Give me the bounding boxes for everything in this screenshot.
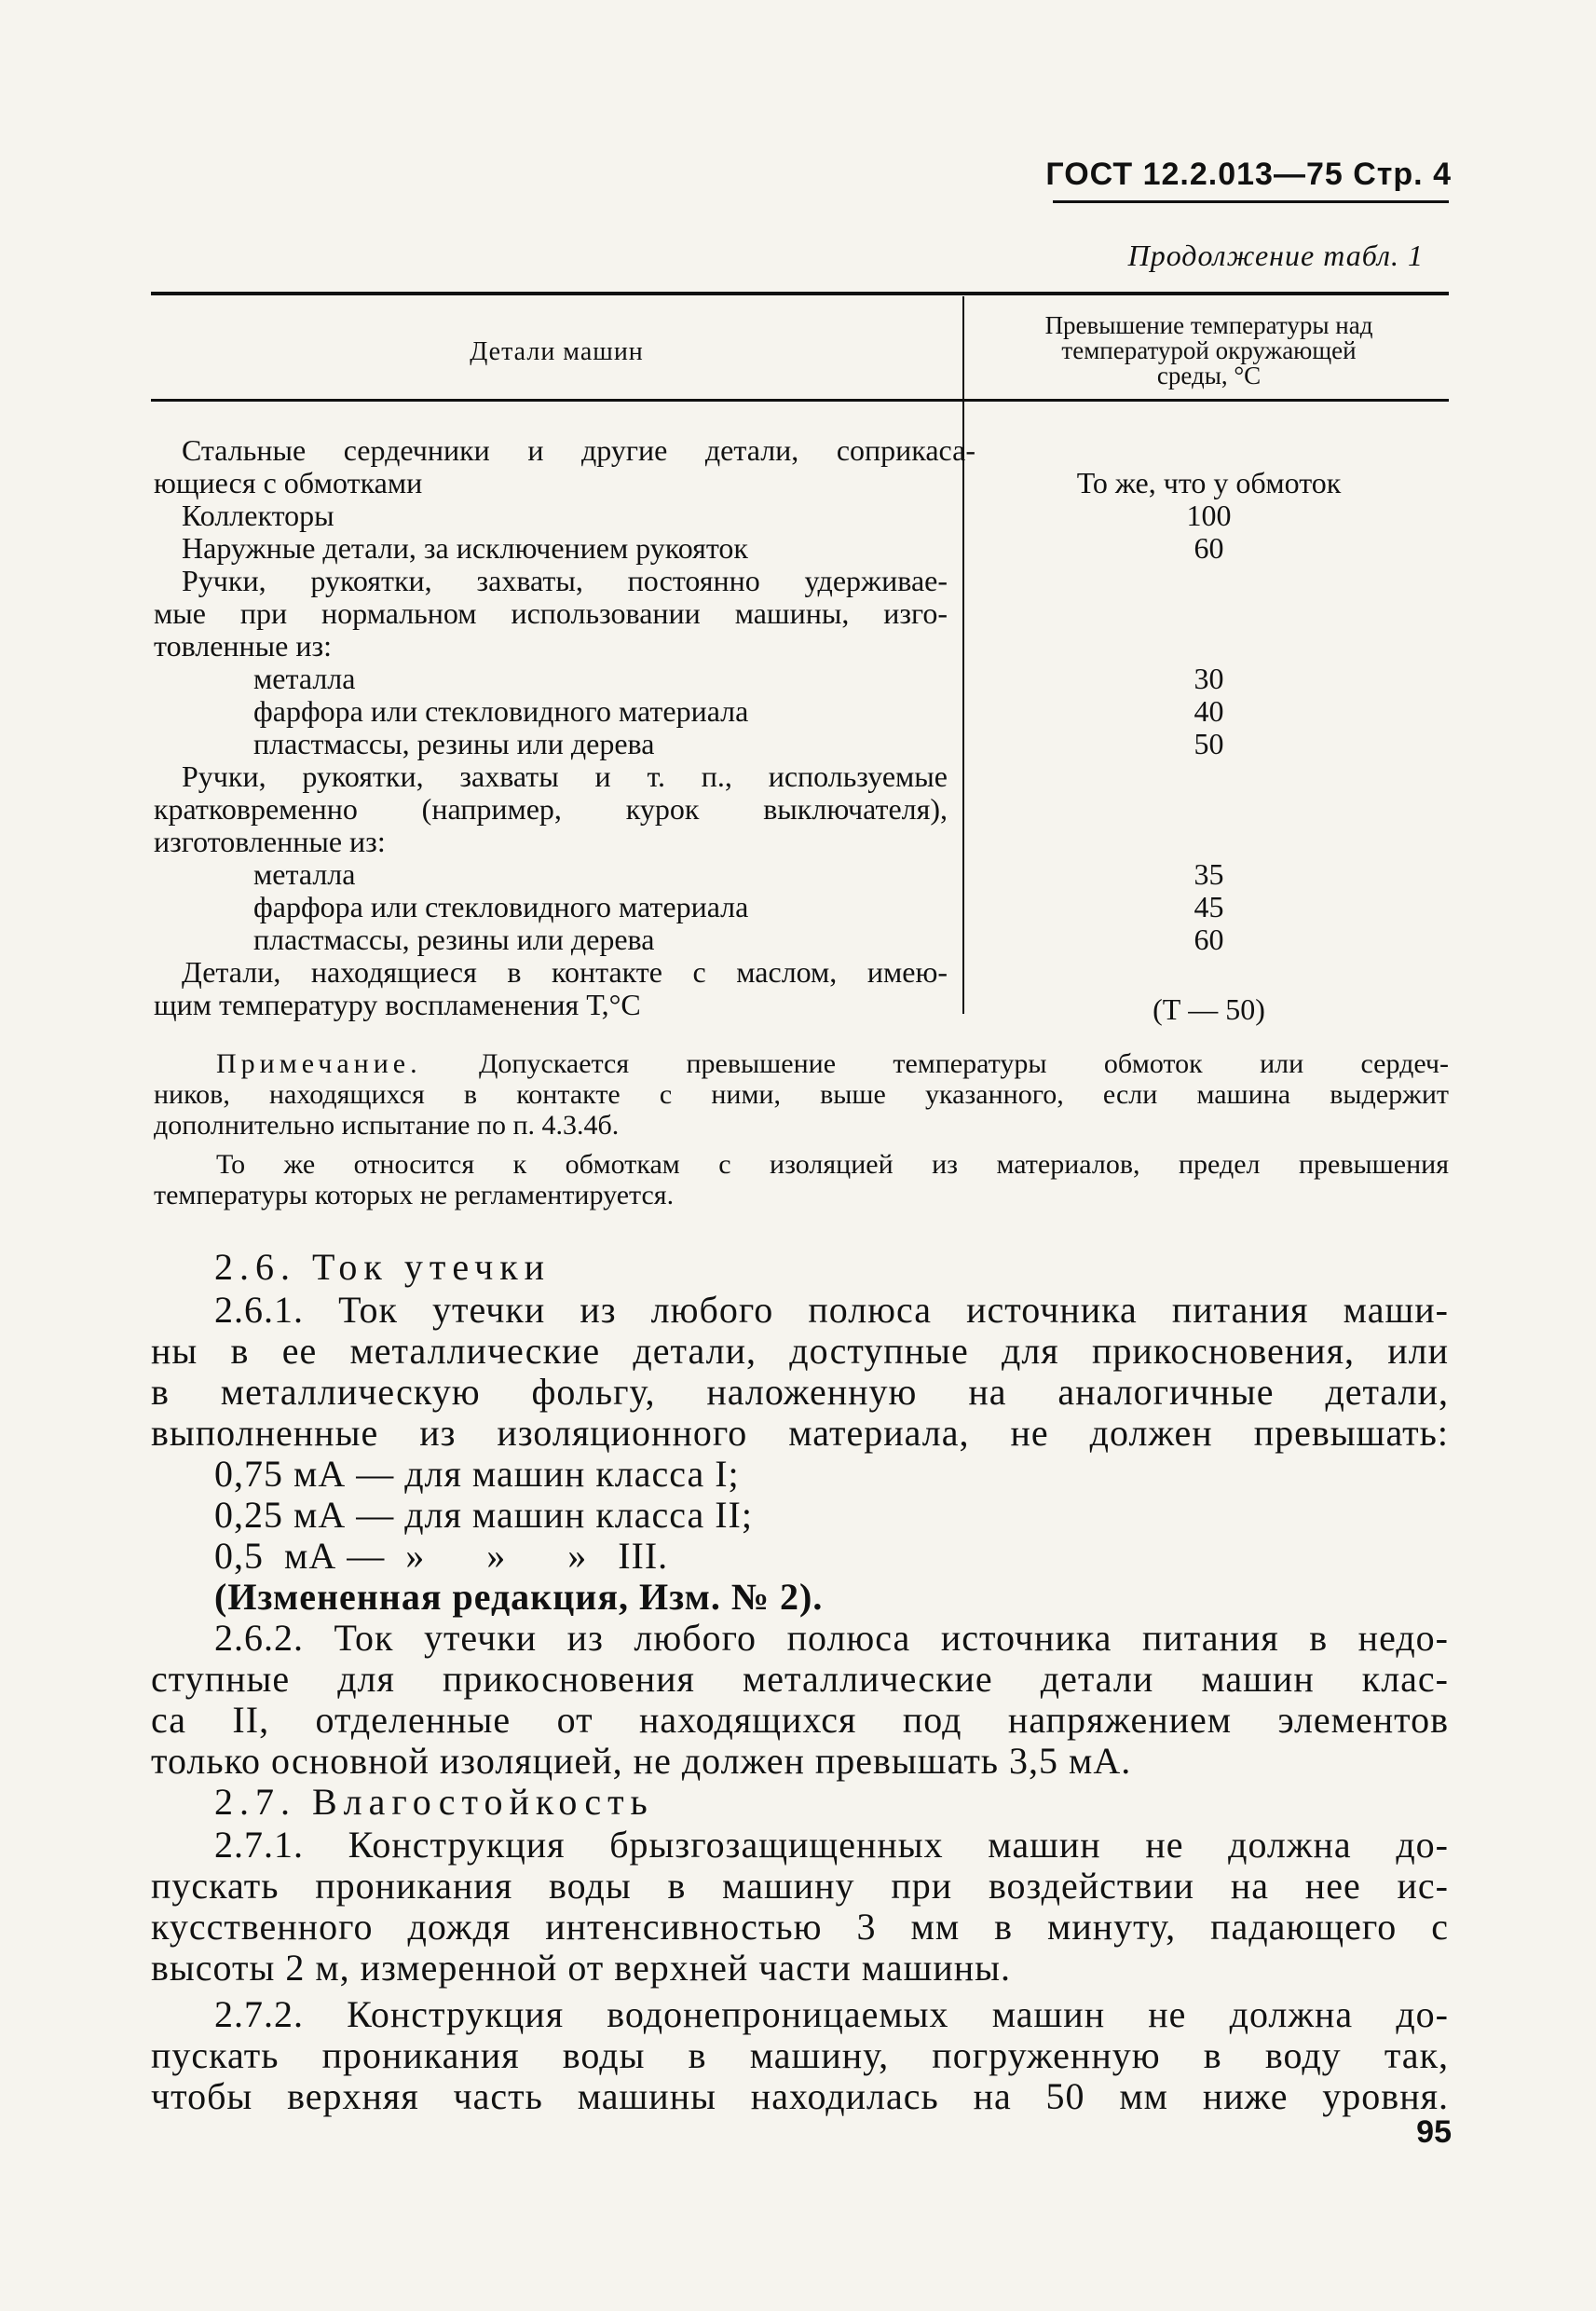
paragraph-line: выполненные из изоляционного материала, не должен превышать: bbox=[151, 1412, 1449, 1454]
paragraph-line: пускать проникания воды в машину при воздействии на нее ис- bbox=[151, 1865, 1449, 1907]
note-line: дополнительно испытание по п. 4.3.4б. bbox=[154, 1110, 620, 1141]
header-rule bbox=[1053, 200, 1449, 203]
paragraph-line: 2.7.1. Конструкция брызгозащищенных машин не должна до- bbox=[214, 1824, 1449, 1866]
table-row-text: металла bbox=[253, 857, 356, 891]
table-row-text: Наружные детали, за исключением рукояток bbox=[182, 531, 748, 565]
table-row-text: фарфора или стекловидного материала bbox=[253, 694, 749, 728]
table-row-value: То же, что у обмоток bbox=[1076, 466, 1342, 499]
table-row-text: Ручки, рукоятки, захваты, постоянно удерживае- bbox=[182, 564, 948, 597]
table-header-temperature bbox=[969, 313, 1449, 389]
paragraph-line: ступные для прикосновения металлические детали машин клас- bbox=[151, 1658, 1449, 1700]
table-row-text: кратковременно (например, курок выключателя), bbox=[154, 792, 948, 826]
paragraph-line: са II, отделенные от находящихся под напряжением элементов bbox=[151, 1699, 1449, 1741]
limit-line: 0,5 мА — » » » III. bbox=[214, 1535, 669, 1577]
paragraph-line: пускать проникания воды в машину, погруженную в воду так, bbox=[151, 2034, 1449, 2076]
table-row-text: Коллекторы bbox=[182, 499, 334, 532]
section-heading: 2.6. Ток утечки bbox=[214, 1246, 552, 1288]
table-row-text: металла bbox=[253, 662, 356, 695]
paragraph-line: только основной изоляцией, не должен превышать 3,5 мА. bbox=[151, 1740, 1132, 1782]
table-row-text: товленные из: bbox=[154, 629, 333, 663]
table-header-line: температурой окружающей bbox=[1061, 336, 1357, 364]
table-row-value: 30 bbox=[1194, 662, 1224, 695]
table-row-text: изготовленные из: bbox=[154, 825, 386, 858]
note-line: То же относится к обмоткам с изоляцией из материалов, предел превышения bbox=[216, 1149, 1449, 1180]
table-row-text: щим температуру воспламенения Т,°С bbox=[154, 988, 641, 1021]
table-row-value: 100 bbox=[1186, 499, 1232, 532]
table-header-line: Превышение температуры над bbox=[1044, 311, 1373, 339]
note-label: Примечание. bbox=[216, 1048, 422, 1079]
page-number: 95 bbox=[1416, 2114, 1452, 2150]
table-row-text: пластмассы, резины или дерева bbox=[253, 727, 655, 760]
table-row-text: фарфора или стекловидного материала bbox=[253, 890, 749, 923]
table-row-value: 60 bbox=[1194, 923, 1224, 956]
table-header-line: среды, °С bbox=[1156, 362, 1262, 390]
note-line bbox=[216, 1048, 1449, 1079]
table-continuation-label: Продолжение табл. 1 bbox=[1127, 239, 1424, 272]
table-row-text: пластмассы, резины или дерева bbox=[253, 923, 655, 956]
limit-line: 0,25 мА — для машин класса II; bbox=[214, 1494, 753, 1536]
table-column-divider bbox=[962, 296, 964, 1014]
table-top-rule bbox=[151, 292, 1449, 295]
paragraph-line: высоты 2 м, измеренной от верхней части машины. bbox=[151, 1947, 1012, 1989]
table-header-rule bbox=[151, 399, 1449, 402]
note-line: температуры которых не регламентируется. bbox=[154, 1180, 675, 1210]
table-row-value: 40 bbox=[1194, 694, 1224, 728]
paragraph-line: кусственного дождя интенсивностью 3 мм в минуту, падающего с bbox=[151, 1906, 1449, 1948]
section-heading: 2.7. Влагостойкость bbox=[214, 1781, 654, 1823]
paragraph-line: ны в ее металлические детали, доступные для прикосновения, или bbox=[151, 1330, 1449, 1372]
table-row-text: ющиеся с обмотками bbox=[154, 466, 423, 499]
limit-line: 0,75 мА — для машин класса I; bbox=[214, 1453, 740, 1495]
table-row-text: Стальные сердечники и другие детали, соприкаса- bbox=[182, 433, 975, 467]
table-row-text: Ручки, рукоятки, захваты и т. п., используемые bbox=[182, 759, 948, 793]
document-reference: ГОСТ 12.2.013—75 Стр. 4 bbox=[1045, 157, 1452, 192]
paragraph-line: чтобы верхняя часть машины находилась на 50 мм ниже уровня. bbox=[151, 2075, 1449, 2117]
table-row-value: 35 bbox=[1194, 857, 1224, 891]
table-row-value: (Т — 50) bbox=[1153, 992, 1265, 1026]
table-row-value: 60 bbox=[1194, 531, 1224, 565]
table-row-text: мые при нормальном использовании машины, изго- bbox=[154, 596, 948, 630]
table-header-parts: Детали машин bbox=[470, 337, 644, 366]
table-row-text: Детали, находящиеся в контакте с маслом, имею- bbox=[182, 955, 948, 989]
amendment-note: (Измененная редакция, Изм. № 2). bbox=[214, 1576, 824, 1618]
table-row-value: 45 bbox=[1194, 890, 1224, 923]
note-text: Допускается превышение температуры обмоток или сердеч- bbox=[478, 1048, 1449, 1079]
paragraph-line: в металлическую фольгу, наложенную на аналогичные детали, bbox=[151, 1371, 1449, 1413]
table-row-value: 50 bbox=[1194, 727, 1224, 760]
paragraph-line: 2.6.1. Ток утечки из любого полюса источника питания маши- bbox=[214, 1289, 1449, 1331]
paragraph-line: 2.7.2. Конструкция водонепроницаемых машин не должна до- bbox=[214, 1993, 1449, 2035]
note-line: ников, находящихся в контакте с ними, выше указанного, если машина выдержит bbox=[154, 1079, 1449, 1110]
paragraph-line: 2.6.2. Ток утечки из любого полюса источника питания в недо- bbox=[214, 1617, 1449, 1659]
